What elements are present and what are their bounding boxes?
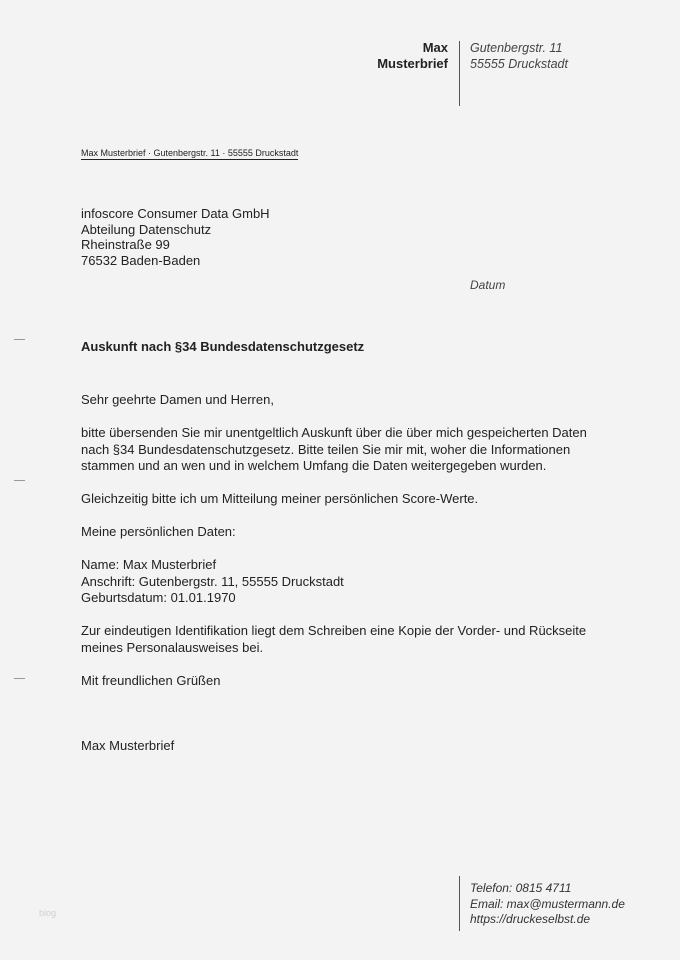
- personal-name: Name: Max Musterbrief: [81, 557, 217, 572]
- recipient-address: [81, 206, 270, 268]
- closing: Mit freundlichen Grüßen: [81, 672, 221, 688]
- paragraph-request-line-2: nach §34 Bundesdatenschutzgesetz. Bitte teilen Sie mir mit, woher die Informationen: [81, 441, 571, 457]
- personal-birthdate: Geburtsdatum: 01.01.1970: [81, 590, 236, 605]
- paragraph-identification-line-2: meines Personalausweises bei.: [81, 639, 264, 655]
- sender-address: [470, 40, 568, 72]
- fold-mark-top: [14, 339, 25, 340]
- sender-first-name: Max: [422, 40, 448, 55]
- footer-website: https://druckeselbst.de: [470, 912, 591, 926]
- footer-email: Email: max@mustermann.de: [470, 896, 625, 911]
- footer-divider: [459, 876, 460, 931]
- paragraph-request-line-3: stammen und an wen und in welchem Umfang die Daten weitergegeben wurden.: [81, 458, 547, 473]
- header-divider: [459, 41, 460, 106]
- recipient-company: infoscore Consumer Data GmbH: [81, 206, 270, 221]
- salutation: Sehr geehrte Damen und Herren,: [81, 392, 274, 407]
- footer-contact: [470, 881, 625, 928]
- sender-street: Gutenbergstr. 11: [470, 41, 563, 55]
- paragraph-identification-line-1: Zur eindeutigen Identifikation liegt dem Schreiben eine Kopie der Vorder- und Rückseite: [81, 623, 587, 638]
- fold-mark-bottom: [14, 678, 25, 679]
- return-address-line: Max Musterbrief · Gutenbergstr. 11 · 55555 Druckstadt: [81, 148, 299, 158]
- subject-line: Auskunft nach §34 Bundesdatenschutzgesetz: [81, 339, 365, 354]
- paragraph-personal-data-heading: Meine persönlichen Daten:: [81, 524, 236, 539]
- personal-address: Anschrift: Gutenbergstr. 11, 55555 Druckstadt: [81, 573, 344, 589]
- sender-last-name: Musterbrief: [377, 56, 448, 71]
- paragraph-request: [81, 425, 601, 475]
- sender-city: 55555 Druckstadt: [470, 57, 568, 71]
- recipient-city: 76532 Baden-Baden: [81, 252, 201, 268]
- footer-phone: Telefon: 0815 4711: [470, 881, 572, 895]
- signature: Max Musterbrief: [81, 738, 175, 753]
- date-field: Datum: [470, 278, 506, 292]
- paragraph-request-line-1: bitte übersenden Sie mir unentgeltlich Auskunft über die über mich gespeicherten Daten: [81, 425, 587, 440]
- punch-mark: [14, 480, 25, 481]
- paragraph-identification: [81, 623, 601, 656]
- recipient-street: Rheinstraße 99: [81, 237, 170, 252]
- personal-data: [81, 557, 601, 607]
- watermark: blog: [39, 908, 57, 918]
- recipient-department: Abteilung Datenschutz: [81, 221, 212, 237]
- paragraph-score: Gleichzeitig bitte ich um Mitteilung meiner persönlichen Score-Werte.: [81, 491, 479, 506]
- sender-name: [330, 40, 448, 72]
- letter-body: [81, 392, 601, 771]
